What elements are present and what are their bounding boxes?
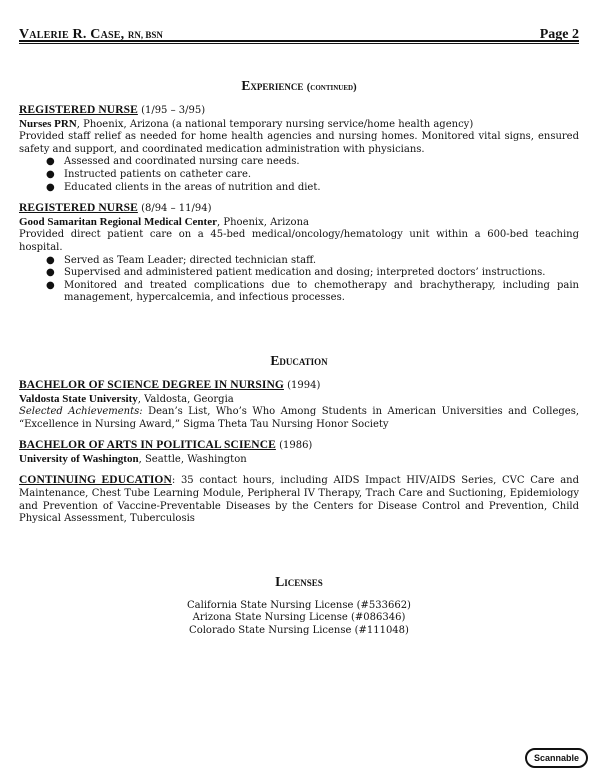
bullet-icon: ● (46, 168, 55, 180)
license-item: Arizona State Nursing License (#086346) (192, 612, 406, 624)
license-item: California State Nursing License (#533662) (187, 599, 411, 611)
degree-line (19, 439, 579, 453)
degree-title: BACHELOR OF ARTS IN POLITICAL SCIENCE (19, 439, 276, 452)
bullet-icon: ● (46, 254, 55, 266)
bullet-text: Monitored and treated complications due to chemotherapy and brachytherapy, including pain management, hypercalcemia, and infectious processes. (64, 279, 579, 304)
bullet-icon: ● (46, 156, 55, 168)
school-name: University of Washington (19, 452, 139, 465)
list-item (46, 156, 579, 169)
continuing-education-text: : 35 contact hours, including AIDS Impact HIV/AIDS Series, CVC Care and Maintenance, Chest Tube Learning Module, Peripheral IV Therapy, Trach Care and Suctioning, Epidemiology and Prevention of Vaccine-Preventable Diseases by the Centers for Disease Control and Prevention, Child Physical Assessment, Tuberculosis (19, 475, 580, 525)
job-dates: (1/95 – 3/95) (141, 105, 206, 116)
employer-detail: , Phoenix, Arizona (216, 216, 309, 228)
licenses-list (19, 600, 579, 638)
employer-line (19, 216, 579, 230)
bullet-text: Educated clients in the areas of nutrition and diet. (64, 181, 321, 193)
school-location: , Seattle, Washington (138, 453, 247, 465)
job-summary: Provided staff relief as needed for home health agencies and nursing homes. Monitored vital signs, ensured safety and support, and coordinated medication administration with physicians. (19, 131, 579, 155)
job-title-line (19, 104, 579, 118)
employer-line (19, 118, 579, 132)
employer-detail: , Phoenix, Arizona (a national temporary nursing service/home health agency) (76, 118, 474, 130)
degree-year: (1986) (279, 440, 313, 452)
experience-entry (19, 202, 579, 305)
degree-title: BACHELOR OF SCIENCE DEGREE IN NURSING (19, 378, 284, 391)
achievements (19, 406, 579, 431)
job-title: REGISTERED NURSE (19, 104, 138, 116)
list-item (46, 168, 579, 182)
license-item: Colorado State Nursing License (#111048) (189, 625, 409, 637)
scannable-stamp: Scannable (525, 748, 588, 768)
degree-year: (1994) (287, 379, 321, 391)
achievements-text: Dean’s List, Who’s Who Among Students in American Universities and Colleges, “Excellence in Nursing Award,” Sigma Theta Tau Nursing Honor Society (19, 406, 580, 430)
job-summary: Provided direct patient care on a 45-bed medical/oncology/hematology unit within a 600-bed teaching hospital. (19, 229, 579, 253)
school-location: , Valdosta, Georgia (137, 393, 234, 405)
employer-name: Good Samaritan Regional Medical Center (19, 215, 217, 228)
job-dates: (8/94 – 11/94) (141, 203, 212, 215)
school-line (19, 393, 579, 407)
experience-heading (19, 78, 579, 94)
experience-title: Experience (241, 78, 304, 93)
employer-name: Nurses PRN (19, 117, 77, 130)
list-item (46, 181, 579, 195)
continuing-education-label: CONTINUING EDUCATION (19, 474, 172, 487)
list-item (46, 279, 579, 305)
job-title: REGISTERED NURSE (19, 202, 138, 215)
bullet-icon: ● (46, 279, 55, 291)
resume-body (19, 60, 579, 638)
bullet-icon: ● (46, 181, 55, 193)
credentials-text: RN, BSN (127, 30, 163, 40)
experience-title-suffix: (continued) (306, 82, 357, 93)
header-rule (19, 40, 579, 44)
bullet-icon: ● (46, 267, 55, 279)
licenses-heading: Licenses (275, 573, 323, 589)
list-item (46, 254, 579, 268)
list-item (46, 267, 579, 280)
page-number: Page 2 (539, 27, 579, 42)
bullet-text: Supervised and administered patient medication and dosing; interpreted doctors’ instructions. (64, 267, 546, 279)
experience-entry (19, 104, 579, 194)
job-bullets (19, 255, 579, 305)
bullet-text: Assessed and coordinated nursing care needs. (64, 156, 300, 168)
school-name: Valdosta State University (19, 392, 138, 405)
continuing-education (19, 474, 579, 525)
bullet-text: Served as Team Leader; directed technician staff. (64, 254, 317, 266)
school-line (19, 453, 579, 467)
job-title-line (19, 202, 579, 216)
education-entry (19, 439, 579, 466)
education-entry (19, 379, 579, 431)
education-heading: Education (270, 352, 328, 368)
name-text: Valerie R. Case, (19, 27, 125, 42)
bullet-text: Instructed patients on catheter care. (64, 168, 252, 180)
degree-line (19, 379, 579, 393)
job-bullets (19, 156, 579, 194)
achievements-label: Selected Achievements: (19, 406, 143, 418)
